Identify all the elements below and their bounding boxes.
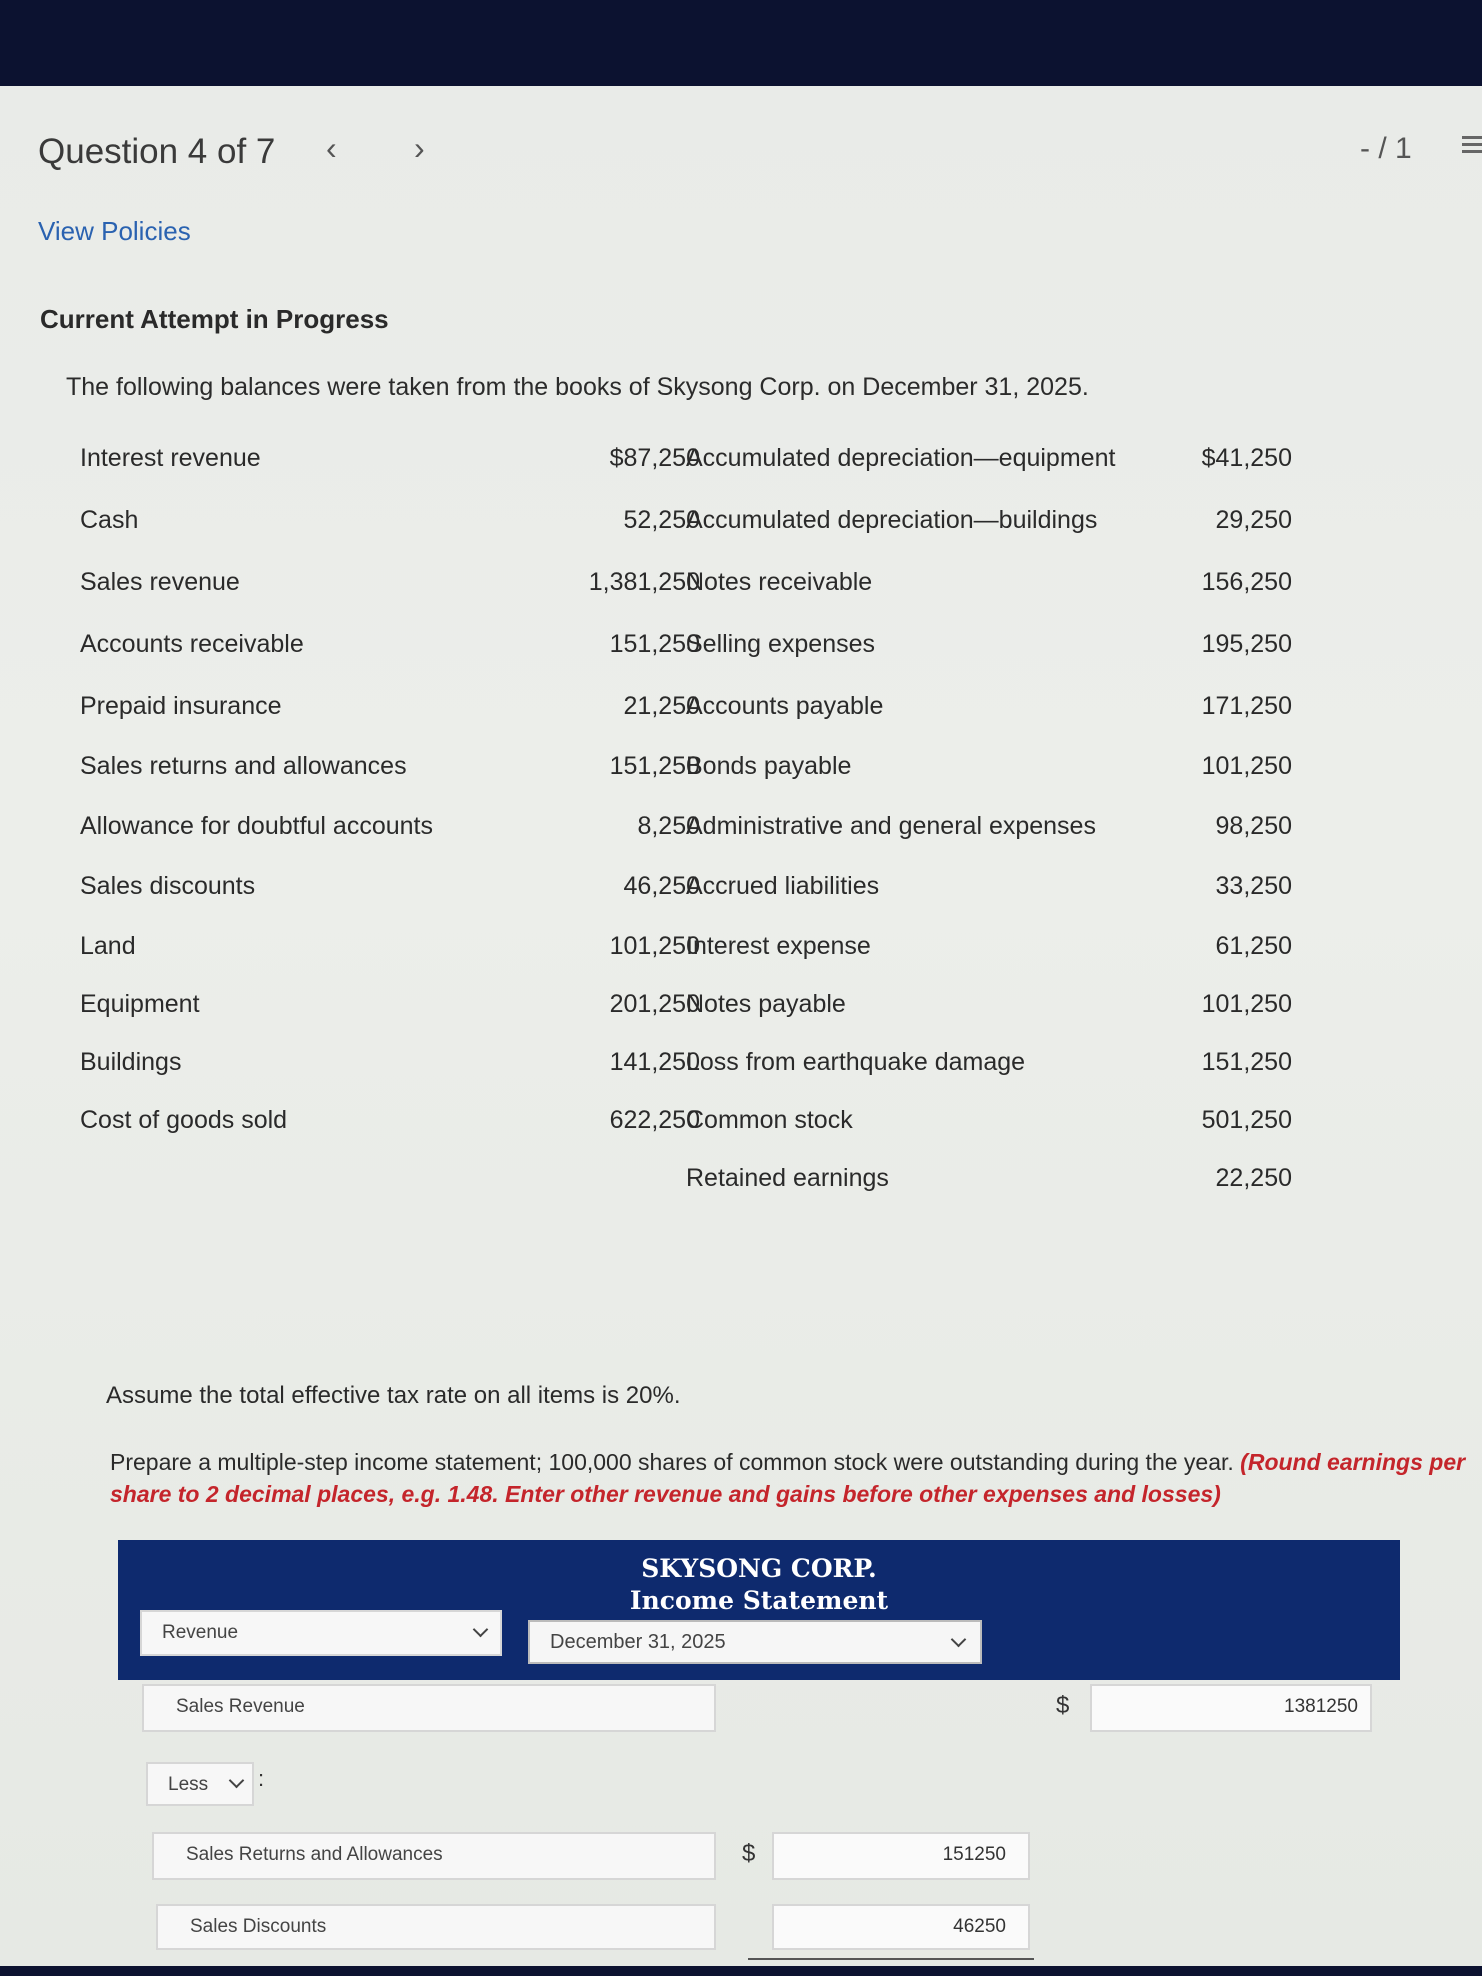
view-policies-link[interactable]: View Policies	[38, 216, 191, 246]
attempt-status: Current Attempt in Progress	[40, 304, 389, 334]
period-select[interactable]	[528, 1620, 982, 1664]
company-name: SKYSONG CORP.	[641, 1554, 877, 1583]
left-label: Interest revenue	[80, 444, 261, 472]
section-select-value: Revenue	[162, 1622, 239, 1643]
sales-returns-amount: 151250	[942, 1844, 1006, 1865]
browser-top-bar	[0, 0, 1482, 86]
right-value: 501,250	[1201, 1106, 1292, 1134]
right-label: Administrative and general expenses	[686, 812, 1096, 840]
left-label: Sales returns and allowances	[80, 752, 407, 780]
table-row	[80, 1048, 1292, 1088]
left-label: Sales discounts	[80, 872, 256, 900]
instructions-main: Prepare a multiple-step income statement; 100,000 shares of common stock were outstanding during the year.	[110, 1449, 1241, 1475]
question-page	[0, 86, 1482, 1966]
left-value: $87,250	[609, 444, 700, 472]
left-value: 141,250	[609, 1048, 700, 1076]
dollar-sign: $	[742, 1840, 756, 1867]
sales-revenue-amount: 1381250	[1284, 1696, 1358, 1717]
chevron-down-icon	[951, 1632, 967, 1648]
chevron-down-icon	[473, 1622, 489, 1638]
right-label: Retained earnings	[686, 1164, 889, 1192]
right-label: Accounts payable	[686, 692, 884, 720]
right-label: Bonds payable	[686, 752, 852, 780]
left-label: Accounts receivable	[80, 630, 304, 658]
sales-discounts-amount-input[interactable]	[772, 1904, 1030, 1950]
table-row	[80, 1106, 1292, 1146]
left-value: 21,250	[623, 692, 700, 720]
instructions	[110, 1446, 1482, 1510]
table-row	[80, 1164, 1292, 1204]
right-value: $41,250	[1201, 444, 1292, 472]
balances-table	[80, 444, 1292, 1324]
left-value: 622,250	[609, 1106, 700, 1134]
right-value: 101,250	[1201, 752, 1292, 780]
right-value: 195,250	[1201, 630, 1292, 658]
section-select[interactable]	[140, 1610, 502, 1656]
previous-question-icon[interactable]: ‹	[326, 130, 337, 166]
sales-discounts-label: Sales Discounts	[190, 1916, 327, 1937]
sales-discounts-account-input[interactable]	[156, 1904, 716, 1950]
right-value: 61,250	[1215, 932, 1292, 960]
sales-revenue-label: Sales Revenue	[176, 1696, 305, 1717]
left-value: 101,250	[609, 932, 700, 960]
table-row	[80, 692, 1292, 732]
right-value: 98,250	[1215, 812, 1292, 840]
period-value: December 31, 2025	[550, 1631, 726, 1653]
left-label: Prepaid insurance	[80, 692, 282, 720]
table-row	[80, 872, 1292, 912]
left-label: Allowance for doubtful accounts	[80, 812, 433, 840]
left-label: Buildings	[80, 1048, 182, 1076]
tax-note: Assume the total effective tax rate on all items is 20%.	[106, 1382, 681, 1409]
right-label: Loss from earthquake damage	[686, 1048, 1026, 1076]
right-value: 151,250	[1201, 1048, 1292, 1076]
menu-icon[interactable]	[1462, 136, 1482, 160]
right-value: 171,250	[1201, 692, 1292, 720]
left-label: Cost of goods sold	[80, 1106, 288, 1134]
less-colon: :	[258, 1766, 265, 1791]
left-label: Sales revenue	[80, 568, 240, 596]
statement-title: Income Statement	[629, 1586, 889, 1615]
right-label: Accrued liabilities	[686, 872, 880, 900]
left-value: 52,250	[623, 506, 700, 534]
right-label: Notes payable	[686, 990, 846, 1018]
sales-returns-amount-input[interactable]	[772, 1832, 1030, 1880]
dollar-sign: $	[1056, 1692, 1070, 1719]
left-value: 151,250	[609, 630, 700, 658]
right-value: 101,250	[1201, 990, 1292, 1018]
right-label: Accumulated depreciation—equipment	[686, 444, 1116, 472]
right-value: 22,250	[1215, 1164, 1292, 1192]
table-row	[80, 752, 1292, 792]
right-label: Common stock	[686, 1106, 853, 1134]
left-value: 151,250	[609, 752, 700, 780]
subtotal-underline	[748, 1958, 1034, 1960]
chevron-down-icon	[229, 1773, 245, 1789]
right-value: 156,250	[1201, 568, 1292, 596]
left-value: 8,250	[637, 812, 700, 840]
left-label: Cash	[80, 506, 139, 534]
left-value: 201,250	[609, 990, 700, 1018]
right-label: Interest expense	[686, 932, 871, 960]
sales-returns-label: Sales Returns and Allowances	[186, 1844, 443, 1865]
instructions-emphasis: (Round earnings per share to 2 decimal places, e.g. 1.48. Enter other revenue and gains before other expenses and losses)	[110, 1449, 1466, 1507]
table-row	[80, 990, 1292, 1030]
table-row	[80, 812, 1292, 852]
left-value: 46,250	[623, 872, 700, 900]
sales-discounts-amount: 46250	[953, 1916, 1006, 1937]
right-label: Accumulated depreciation—buildings	[686, 506, 1098, 534]
less-select-value: Less	[168, 1774, 209, 1795]
left-value: 1,381,250	[588, 568, 700, 596]
problem-intro: The following balances were taken from the books of Skysong Corp. on December 31, 2025.	[66, 373, 1089, 401]
sales-returns-account-input[interactable]	[152, 1832, 716, 1880]
table-row	[80, 444, 1292, 484]
table-row	[80, 932, 1292, 972]
left-label: Equipment	[80, 990, 200, 1018]
less-select[interactable]	[146, 1762, 254, 1806]
right-label: Selling expenses	[686, 630, 876, 658]
table-row	[80, 506, 1292, 546]
right-value: 33,250	[1215, 872, 1292, 900]
sales-revenue-account-input[interactable]	[142, 1684, 716, 1732]
right-value: 29,250	[1215, 506, 1292, 534]
bottom-bar	[0, 1966, 1482, 1976]
table-row	[80, 630, 1292, 670]
question-title: Question 4 of 7	[38, 132, 276, 171]
score: - / 1	[1360, 132, 1412, 165]
left-label: Land	[80, 932, 136, 960]
next-question-icon[interactable]: ›	[414, 130, 425, 166]
table-row	[80, 568, 1292, 608]
right-label: Notes receivable	[686, 568, 873, 596]
sales-revenue-amount-input[interactable]	[1090, 1684, 1372, 1732]
